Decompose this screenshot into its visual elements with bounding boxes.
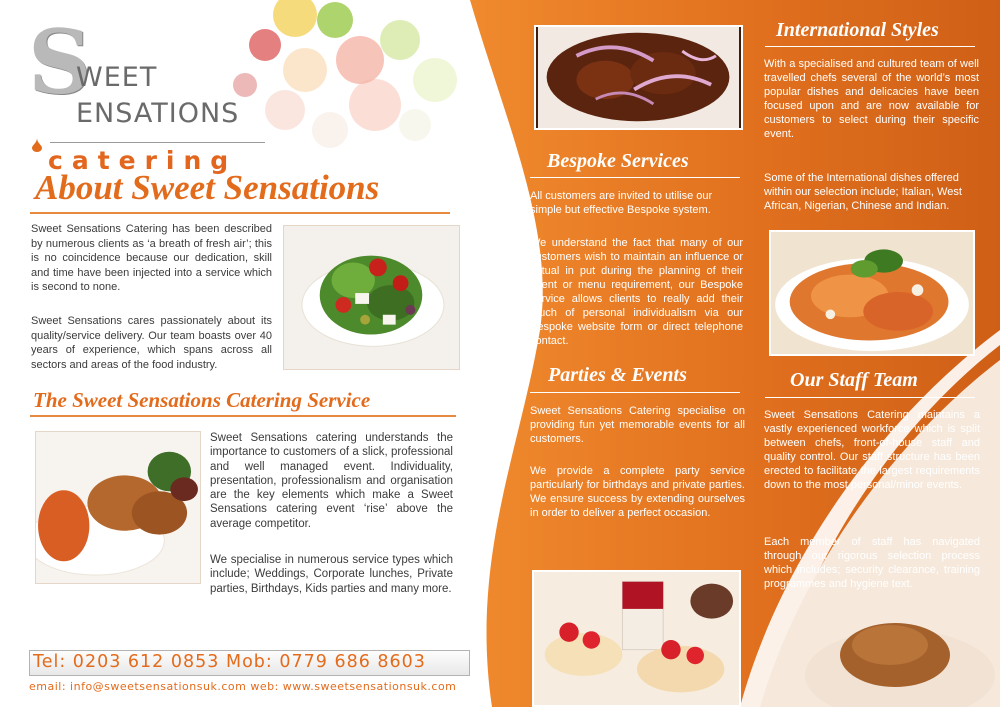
logo-catering-text: catering: [48, 146, 238, 175]
parties-title: Parties & Events: [548, 364, 687, 386]
international-paragraph-2: Some of the International dishes offered within our selection include; Italian, West African, Nigerian, Chinese and Indian.: [764, 172, 962, 212]
parties-paragraph-1: Sweet Sensations Catering specialise on providing fun yet memorable events for all customers.: [530, 405, 745, 445]
fruit-platter-image: [225, 0, 485, 160]
bespoke-title: Bespoke Services: [547, 150, 689, 172]
service-paragraph-1: Sweet Sensations catering understands the importance to customers of a slick, professional and well managed event. Individuality, presentation, professionalism and organisation are the key elements which make a Sweet Sensations catering event ‘rise’ above the average competitor.: [210, 432, 453, 530]
bespoke-divider: [530, 177, 740, 178]
staff-paragraph-2: Each member of staff has navigated through our rigorous selection process which includes; security clearance, training programmes and hygiene text.: [764, 536, 980, 590]
spice-bowl-image: [790, 600, 1000, 707]
international-title: International Styles: [776, 19, 939, 41]
staff-divider: [765, 397, 975, 398]
international-divider: [765, 46, 975, 47]
logo-sweet-text: WEET: [76, 62, 158, 93]
pasta-dish-image: [769, 230, 975, 356]
service-title: The Sweet Sensations Catering Service: [33, 388, 371, 412]
bespoke-paragraph-1: All customers are invited to utilise our simple but effective Bespoke system.: [530, 190, 713, 216]
chicken-rice-image: [35, 431, 201, 584]
service-divider: [30, 415, 456, 417]
contact-phone: Tel: 0203 612 0853 Mob: 0779 686 8603: [33, 652, 426, 672]
drop-icon: [32, 138, 42, 152]
about-paragraph-1: Sweet Sensations Catering has been described by numerous clients as ‘a breath of fresh air’; this is no coincidence because our dedication, skill and time have been injected into a service which is second to none.: [31, 223, 272, 293]
staff-title: Our Staff Team: [790, 369, 918, 391]
parties-divider: [530, 392, 740, 393]
service-paragraph-2: We specialise in numerous service types which include; Weddings, Corporate lunches, Private parties, Birthdays, Kids parties and many more.: [210, 554, 453, 595]
contact-email-web: email: info@sweetsensationsuk.com web: www.sweetsensationsuk.com: [29, 680, 457, 693]
logo-letter-s: S: [28, 10, 92, 114]
beef-dish-image: [534, 25, 743, 130]
logo: [28, 10, 243, 175]
dessert-image: [532, 570, 741, 707]
about-paragraph-2: Sweet Sensations cares passionately about its quality/service delivery. Our team boasts over 40 years of experience, which spans across all sectors and areas of the food industry.: [31, 315, 272, 371]
parties-paragraph-2: We provide a complete party service particularly for birthdays and private parties. We ensure success by extending ourselves in order to deliver a perfect occasion.: [530, 465, 745, 519]
international-paragraph-1: With a specialised and cultured team of well travelled chefs several of the world’s most popular dishes and delicacies have been focused upon and are now available for customers to select during their specific event.: [764, 58, 979, 140]
salad-image: [283, 225, 460, 370]
bespoke-paragraph-2: We understand the fact that many of our customers wish to maintain an influence or actual in put during the planning of their event or menu requirement, our Bespoke service allows clients to really add their touch of personal individualism via our Bespoke website form or direct telephone contact.: [530, 237, 743, 347]
about-title: About Sweet Sensations: [35, 168, 380, 207]
logo-sensations-text: ENSATIONS: [76, 98, 240, 129]
staff-paragraph-1: Sweet Sensations Catering maintains a vastly experienced workforce which is split between chefs, front-of-house staff and quality control. Our staff structure has been erected to facilitate the largest requirements down to the most personal/minor events.: [764, 409, 980, 491]
logo-divider: [50, 142, 265, 143]
about-divider: [30, 212, 450, 214]
